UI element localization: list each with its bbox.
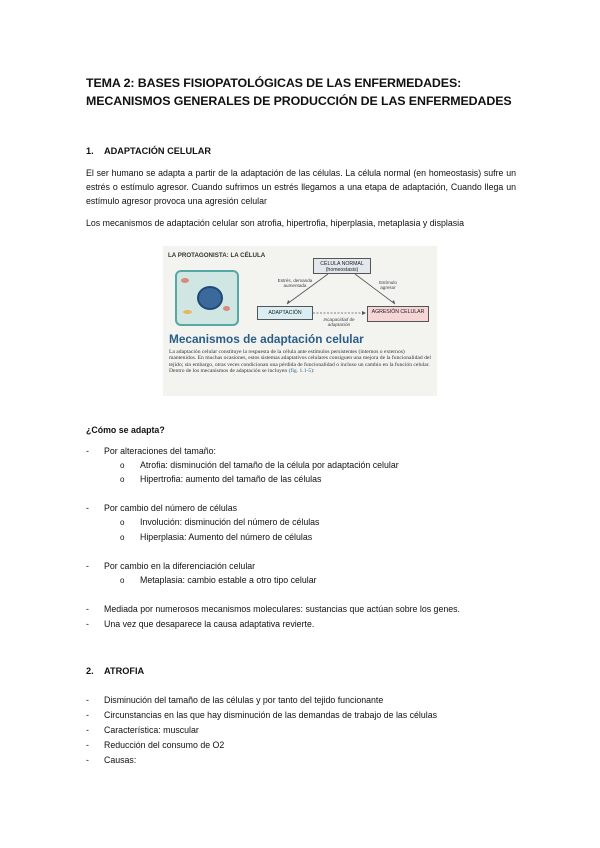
sub-list-item: Hiperplasia: Aumento del número de células (140, 532, 313, 542)
arrowhead (362, 311, 366, 315)
list-item: Disminución del tamaño de las células y por tanto del tejido funcionante (104, 695, 384, 705)
adaptation-box: ADAPTACIÓN (257, 306, 313, 320)
sub-list-item: Atrofia: disminución del tamaño de la célula por adaptación celular (140, 460, 399, 470)
normal-cell-box: CÉLULA NORMAL (homeostasis) (313, 258, 371, 274)
document-title (86, 74, 526, 110)
dash-marker: - (86, 740, 89, 750)
title-line-1: TEMA 2: BASES FISIOPATOLÓGICAS DE LAS ENFERMEDADES: (86, 76, 462, 90)
section-2-heading (86, 666, 144, 676)
list-item: Por cambio en la diferenciación celular (104, 561, 256, 571)
section-1-paragraph-2: Los mecanismos de adaptación celular son atrofia, hipertrofia, hiperplasia, metaplasia y displasia (86, 218, 464, 228)
title-line-2: MECANISMOS GENERALES DE PRODUCCIÓN DE LAS ENFERMEDADES (86, 94, 512, 108)
dash-marker: - (86, 725, 89, 735)
dash-marker: - (86, 604, 89, 614)
figure-body-text: La adaptación celular constituye la respuesta de la célula ante estímulos persistentes (internos o externos) mantenidos. En muchas ocasiones, estos sistemas adaptativos celulares consiguen una mejora de la funcionalidad del tejido; sin embargo, otras veces condicionan una pérdida de funcionalidad o incluso un cambio en la función celular. Dentro de los mecanismos de adaptación se incluyen (169, 349, 431, 375)
sub-list-item: Involución: disminución del número de células (140, 517, 320, 527)
stimulus-label: Estímulo agresor (379, 280, 397, 290)
sub-list-item: Metaplasia: cambio estable a otro tipo celular (140, 575, 317, 585)
figure-heading: Mecanismos de adaptación celular (169, 332, 364, 346)
section-1-number: 1. (86, 146, 94, 156)
dash-marker: - (86, 695, 89, 705)
list-item: Una vez que desaparece la causa adaptativa revierte. (104, 619, 315, 629)
diagram-arrows (163, 246, 437, 336)
dash-marker: - (86, 503, 89, 513)
list-item: Causas: (104, 755, 137, 765)
dash-marker: - (86, 710, 89, 720)
dash-marker: - (86, 561, 89, 571)
list-item: Reducción del consumo de O2 (104, 740, 225, 750)
dash-marker: - (86, 446, 89, 456)
list-item: Mediada por numerosos mecanismos moleculares: sustancias que actúan sobre los genes. (104, 604, 460, 614)
figure-reference: (fig. 1.1-5): (288, 368, 315, 375)
dash-marker: - (86, 755, 89, 765)
arrowhead (287, 300, 290, 304)
adaptation-figure (163, 246, 437, 396)
circle-bullet: o (120, 518, 125, 527)
list-item: Característica: muscular (104, 725, 199, 735)
circle-bullet: o (120, 576, 125, 585)
figure-label: LA PROTAGONISTA: LA CÉLULA (168, 252, 266, 259)
section-1-title: ADAPTACIÓN CELULAR (104, 146, 212, 156)
section-2-number: 2. (86, 666, 94, 676)
section-1-heading (86, 146, 211, 156)
figure-body (169, 349, 431, 375)
section-2-title: ATROFIA (104, 666, 145, 676)
aggression-box: AGRESIÓN CELULAR (367, 306, 429, 322)
circle-bullet: o (120, 533, 125, 542)
how-heading: ¿Cómo se adapta? (86, 425, 165, 435)
incapacity-label: Incapacidad de adaptación (323, 317, 355, 327)
stress-label: Estrés, demanda aumentada (277, 278, 313, 288)
list-item: Por alteraciones del tamaño: (104, 446, 216, 456)
section-1-paragraph: El ser humano se adapta a partir de la adaptación de las células. La célula normal (en homeostasis) sufre un estrés o estímulo agresor. Cuando sufrimos un estrés llegamos a una etapa de adaptación, Cuando llega un estímulo agresor provoca una agresión celular (86, 168, 516, 206)
sub-list-item: Hipertrofia: aumento del tamaño de las células (140, 474, 322, 484)
arrowhead (392, 300, 395, 304)
dash-marker: - (86, 619, 89, 629)
list-item: Por cambio del número de células (104, 503, 238, 513)
list-item: Circunstancias en las que hay disminución de las demandas de trabajo de las células (104, 710, 438, 720)
circle-bullet: o (120, 461, 125, 470)
circle-bullet: o (120, 475, 125, 484)
